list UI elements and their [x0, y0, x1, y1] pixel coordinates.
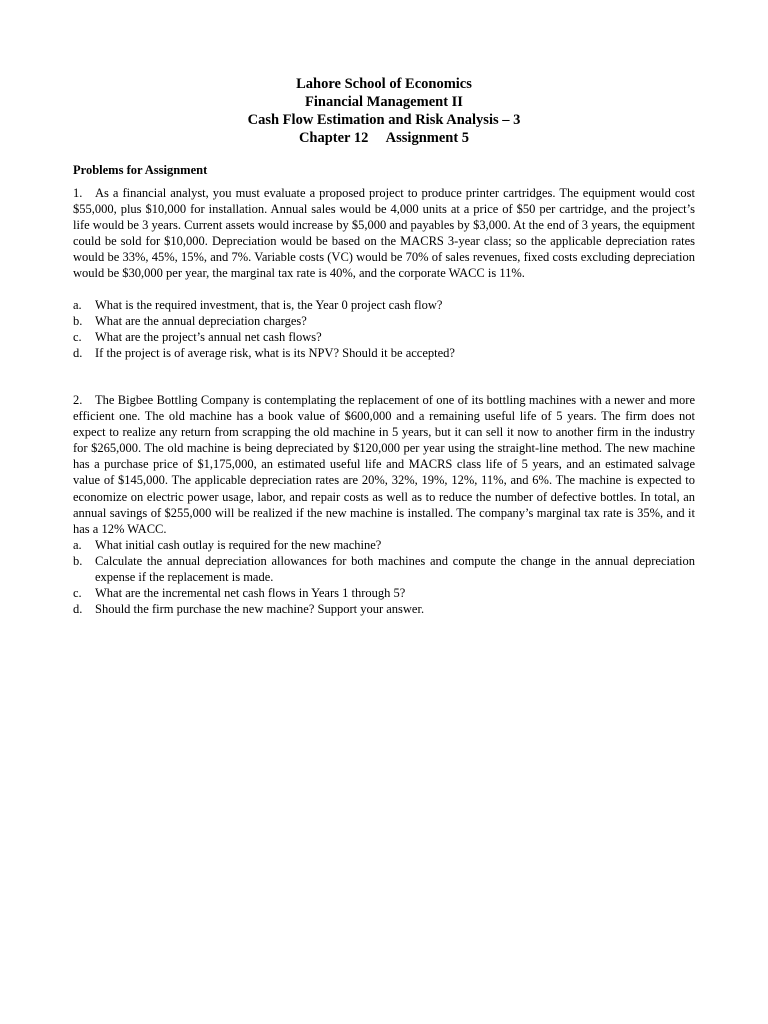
- problem-2-number: 2.: [73, 393, 83, 407]
- question-letter: a.: [73, 298, 82, 312]
- question-text: What are the incremental net cash flows in Years 1 through 5?: [95, 586, 406, 601]
- list-item: [73, 537, 695, 553]
- problem-2-text: [73, 392, 695, 537]
- question-letter: c.: [73, 330, 82, 345]
- section-heading: Problems for Assignment: [73, 163, 208, 177]
- question-letter: b.: [73, 554, 83, 569]
- problem-1-questions: [73, 297, 695, 361]
- problem-1-number: 1.: [73, 186, 83, 200]
- problem-1-body: As a financial analyst, you must evaluate a proposed project to produce printer cartridges. The equipment would cost $55,000, plus $10,000 for installation. Annual sales would be 4,000 units at a price of $50 per cartridge, and the project’s life would be 3 years. Current assets would increase by $5,000 and payables by $3,000. At the end of 3 years, the equipment could be sold for $10,000. Depreciation would be based on the MACRS 3-year class; so the applicable depreciation rates would be 33%, 45%, 15%, and 7%. Variable costs (VC) would be 70% of sales revenues, fixed costs excluding depreciation would be $30,000 per year, the marginal tax rate is 40%, and the corporate WACC is 11%.: [73, 186, 695, 281]
- list-item: [73, 345, 695, 361]
- school-name: Lahore School of Economics: [296, 76, 472, 92]
- document-header: [72, 75, 696, 147]
- topic-title: Cash Flow Estimation and Risk Analysis – 3: [247, 112, 521, 128]
- question-text: Calculate the annual depreciation allowances for both machines and compute the change in the annual depreciation expense if the replacement is made.: [95, 554, 695, 585]
- list-item: [73, 585, 695, 601]
- list-item: [73, 553, 695, 585]
- list-item: [73, 313, 695, 329]
- problem-2-questions: [73, 537, 695, 617]
- question-text: What are the project’s annual net cash flows?: [95, 330, 322, 345]
- question-letter: d.: [73, 346, 83, 361]
- question-letter: b.: [73, 314, 83, 329]
- problem-2-body: The Bigbee Bottling Company is contemplating the replacement of one of its bottling machines with a newer and more efficient one. The old machine has a book value of $600,000 and a remaining useful life of 5 years. The firm does not expect to realize any return from scrapping the old machine in 5 years, but it can sell it now to another firm in the industry for $265,000. The old machine is being depreciated by $120,000 per year using the straight-line method. The new machine has a purchase price of $1,175,000, an estimated useful life and MACRS class life of 5 years, and an estimated salvage value of $145,000. The applicable depreciation rates are 20%, 32%, 19%, 12%, 11%, and 6%. The machine is expected to economize on electric power usage, labor, and repair costs as well as to reduce the number of defective bottles. In total, an annual savings of $255,000 will be realized if the new machine is installed. The company’s marginal tax rate is 35%, and it has a 12% WACC.: [73, 393, 695, 536]
- chapter-assignment: Chapter 12 Assignment 5: [298, 130, 470, 146]
- list-item: [73, 329, 695, 345]
- question-letter: d.: [73, 602, 83, 617]
- question-text: Should the firm purchase the new machine? Support your answer.: [95, 602, 425, 617]
- question-text: If the project is of average risk, what is its NPV? Should it be accepted?: [95, 346, 455, 361]
- list-item: [73, 297, 695, 313]
- list-item: [73, 601, 695, 617]
- problem-1-text: [73, 185, 695, 282]
- question-letter: c.: [73, 586, 82, 601]
- question-text: What initial cash outlay is required for the new machine?: [95, 538, 382, 552]
- question-text: What is the required investment, that is, the Year 0 project cash flow?: [95, 298, 443, 312]
- course-name: Financial Management II: [305, 94, 463, 110]
- question-text: What are the annual depreciation charges?: [95, 314, 307, 329]
- question-letter: a.: [73, 538, 82, 552]
